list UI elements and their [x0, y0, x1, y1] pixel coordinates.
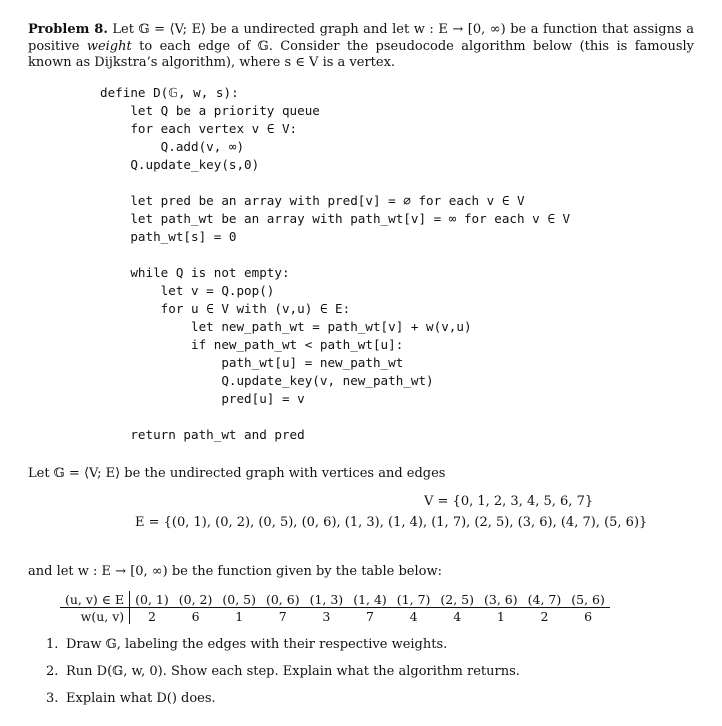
task-item	[28, 634, 520, 661]
weight-table-weight-row	[60, 608, 610, 625]
code-line: return path_wt and pred	[100, 427, 305, 442]
code-line: let pred be an array with pred[v] = ∅ for each v ∈ V	[100, 193, 525, 208]
weight-table-header-row	[60, 591, 610, 608]
code-line: let path_wt be an array with path_wt[v] = ∞ for each v ∈ V	[100, 211, 571, 226]
task-number: 2.	[46, 664, 59, 679]
edge-cell: (5, 6)	[566, 591, 610, 608]
code-line: while Q is not empty:	[100, 265, 290, 280]
weight-cell: 7	[278, 609, 287, 624]
weight-cell: 1	[235, 609, 244, 624]
graph-intro: Let 𝔾 = ⟨V; E⟩ be the undirected graph with vertices and edges	[28, 466, 446, 481]
code-line: Q.update_key(v, new_path_wt)	[100, 373, 434, 388]
weight-cell: 2	[540, 609, 549, 624]
edge-cell: (0, 5)	[217, 591, 261, 608]
task-number: 1.	[46, 637, 59, 652]
edge-cell: (2, 5)	[435, 591, 479, 608]
intro-line-1: Let 𝔾 = ⟨V; E⟩ be a undirected graph and let w : E → [0, ∞) be a function that assigns	[112, 22, 682, 37]
weight-cell: 1	[496, 609, 505, 624]
edge-cell: (4, 7)	[523, 591, 567, 608]
edge-cell: (1, 7)	[392, 591, 436, 608]
weight-cell: 7	[366, 609, 374, 624]
task-item	[28, 688, 520, 715]
code-line: let Q be a priority queue	[100, 103, 320, 118]
code-line: for u ∈ V with (v,u) ∈ E:	[100, 301, 351, 316]
vertex-set: V = {0, 1, 2, 3, 4, 5, 6, 7}	[424, 494, 594, 509]
edge-cell: (0, 1)	[130, 591, 174, 608]
task-number: 3.	[46, 691, 59, 706]
edge-cell: (0, 2)	[174, 591, 218, 608]
edge-cell: (3, 6)	[479, 591, 523, 608]
problem-label: Problem 8.	[28, 22, 108, 37]
pseudocode-block	[100, 84, 570, 444]
code-line: define D(𝔾, w, s):	[100, 85, 239, 100]
code-line: path_wt[u] = new_path_wt	[100, 355, 404, 370]
weight-intro: and let w : E → [0, ∞) be the function given by the table below:	[28, 564, 442, 579]
weight-table-row-label: w(u, v)	[60, 608, 130, 625]
weight-cell: 4	[453, 609, 462, 624]
edge-cell: (0, 6)	[261, 591, 305, 608]
weight-cell: 2	[147, 609, 156, 624]
code-line: Q.update_key(s,0)	[100, 157, 260, 172]
intro-line-2a: a positive	[28, 22, 694, 54]
intro-line-2b: to each edge of 𝔾. Consider the pseudocode algorithm below (this is famously known as	[28, 38, 694, 70]
code-line	[100, 174, 570, 192]
intro-line-3: Dijkstra’s algorithm), where s ∈ V is a vertex.	[94, 55, 396, 70]
weight-table-header-label: (u, v) ∈ E	[60, 591, 130, 608]
weight-cell: 3	[322, 609, 331, 624]
task-list	[28, 634, 520, 715]
code-line: let v = Q.pop()	[100, 283, 275, 298]
code-line: for each vertex v ∈ V:	[100, 121, 298, 136]
task-item	[28, 661, 520, 688]
weight-cell: 6	[191, 609, 200, 624]
weight-table	[60, 591, 610, 624]
weight-cell: 4	[409, 609, 418, 624]
task-text: Explain what D() does.	[66, 691, 216, 706]
code-line: path_wt[s] = 0	[100, 229, 237, 244]
task-text: Run D(𝔾, w, 0). Show each step. Explain what the algorithm returns.	[66, 664, 520, 679]
task-text: Draw 𝔾, labeling the edges with their respective weights.	[66, 637, 448, 652]
weight-term: weight	[86, 38, 132, 54]
edge-cell: (1, 3)	[305, 591, 349, 608]
code-line: let new_path_wt = path_wt[v] + w(v,u)	[100, 319, 472, 334]
code-line: pred[u] = v	[100, 391, 305, 406]
weight-cell: 6	[584, 609, 593, 624]
code-line	[100, 408, 570, 426]
code-line	[100, 246, 570, 264]
edge-set: E = {(0, 1), (0, 2), (0, 5), (0, 6), (1, 3), (1, 4), (1, 7), (2, 5), (3, 6), (4, 7), (5, 6)}	[135, 515, 648, 530]
code-line: Q.add(v, ∞)	[100, 139, 245, 154]
problem-statement	[28, 22, 694, 72]
code-line: if new_path_wt < path_wt[u]:	[100, 337, 404, 352]
edge-cell: (1, 4)	[348, 591, 392, 608]
